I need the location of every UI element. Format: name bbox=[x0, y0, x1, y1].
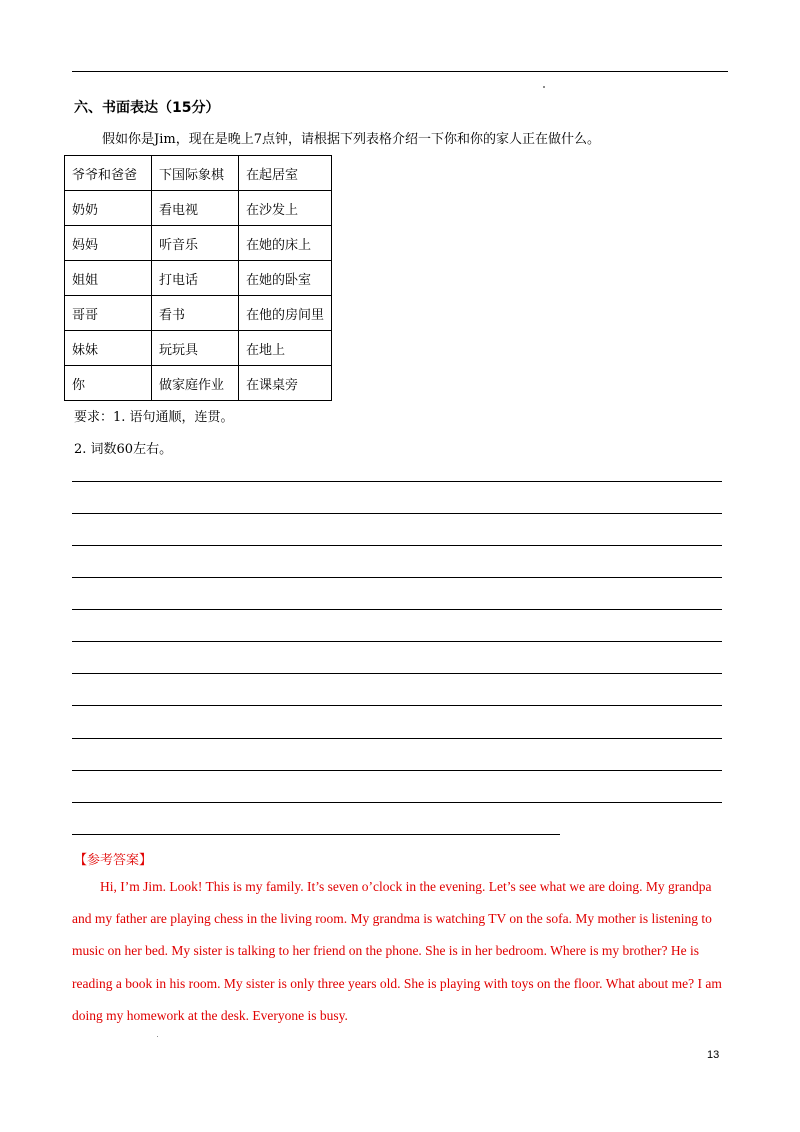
table-row bbox=[65, 261, 332, 296]
table-cell: 姐姐 bbox=[65, 261, 152, 296]
writing-line bbox=[72, 705, 722, 706]
writing-line bbox=[72, 641, 722, 642]
table-cell: 在他的房间里 bbox=[239, 296, 332, 331]
writing-line bbox=[72, 738, 722, 739]
table-cell: 做家庭作业 bbox=[152, 366, 239, 401]
writing-line bbox=[72, 513, 722, 514]
writing-line bbox=[72, 577, 722, 578]
table-row bbox=[65, 296, 332, 331]
table-cell: 在课桌旁 bbox=[239, 366, 332, 401]
writing-line bbox=[72, 802, 722, 803]
table-cell: 在地上 bbox=[239, 331, 332, 366]
table-cell: 妈妈 bbox=[65, 226, 152, 261]
table-cell: 下国际象棋 bbox=[152, 156, 239, 191]
requirement-2: 2. 词数60左右。 bbox=[74, 442, 173, 457]
table-cell: 玩玩具 bbox=[152, 331, 239, 366]
answer-label: 【参考答案】 bbox=[74, 853, 153, 868]
page-number: 13 bbox=[707, 1049, 720, 1061]
answer-text: Hi, I’m Jim. Look! This is my family. It’s seven o’clock in the evening. Let’s see what we are doing. My grandpa and my father are playing chess in the living room. My grandma is watching TV on the sofa. My mother is listening to music on her bed. My sister is talking to her friend on the phone. She is in her bedroom. Where is my brother? He is reading a book in his room. My sister is only three years old. She is playing with toys on the floor. What about me? I am doing my homework at the desk. Everyone is busy. bbox=[72, 879, 722, 1023]
table-cell: 在起居室 bbox=[239, 156, 332, 191]
table-cell: 看书 bbox=[152, 296, 239, 331]
table-row bbox=[65, 366, 332, 401]
writing-line bbox=[72, 834, 560, 835]
table-cell: 打电话 bbox=[152, 261, 239, 296]
table-cell: 爷爷和爸爸 bbox=[65, 156, 152, 191]
table-row bbox=[65, 331, 332, 366]
table-cell: 看电视 bbox=[152, 191, 239, 226]
table-row bbox=[65, 226, 332, 261]
activity-table bbox=[64, 155, 332, 401]
writing-prompt: 假如你是Jim，现在是晚上7点钟，请根据下列表格介绍一下你和你的家人正在做什么。 bbox=[102, 132, 600, 147]
writing-line bbox=[72, 545, 722, 546]
scan-speck bbox=[543, 86, 545, 88]
table-row bbox=[65, 191, 332, 226]
table-cell: 哥哥 bbox=[65, 296, 152, 331]
writing-line bbox=[72, 673, 722, 674]
writing-line bbox=[72, 609, 722, 610]
table-cell: 奶奶 bbox=[65, 191, 152, 226]
writing-line bbox=[72, 770, 722, 771]
requirement-1: 要求：1. 语句通顺，连贯。 bbox=[74, 410, 234, 425]
table-cell: 听音乐 bbox=[152, 226, 239, 261]
table-cell: 在她的床上 bbox=[239, 226, 332, 261]
table-row bbox=[65, 156, 332, 191]
table-cell: 在沙发上 bbox=[239, 191, 332, 226]
table-cell: 妹妹 bbox=[65, 331, 152, 366]
writing-line bbox=[72, 481, 722, 482]
section-title: 六、书面表达（15分） bbox=[74, 100, 220, 116]
table-cell: 你 bbox=[65, 366, 152, 401]
table-cell: 在她的卧室 bbox=[239, 261, 332, 296]
header-rule bbox=[72, 71, 728, 72]
scan-speck bbox=[157, 1036, 158, 1037]
